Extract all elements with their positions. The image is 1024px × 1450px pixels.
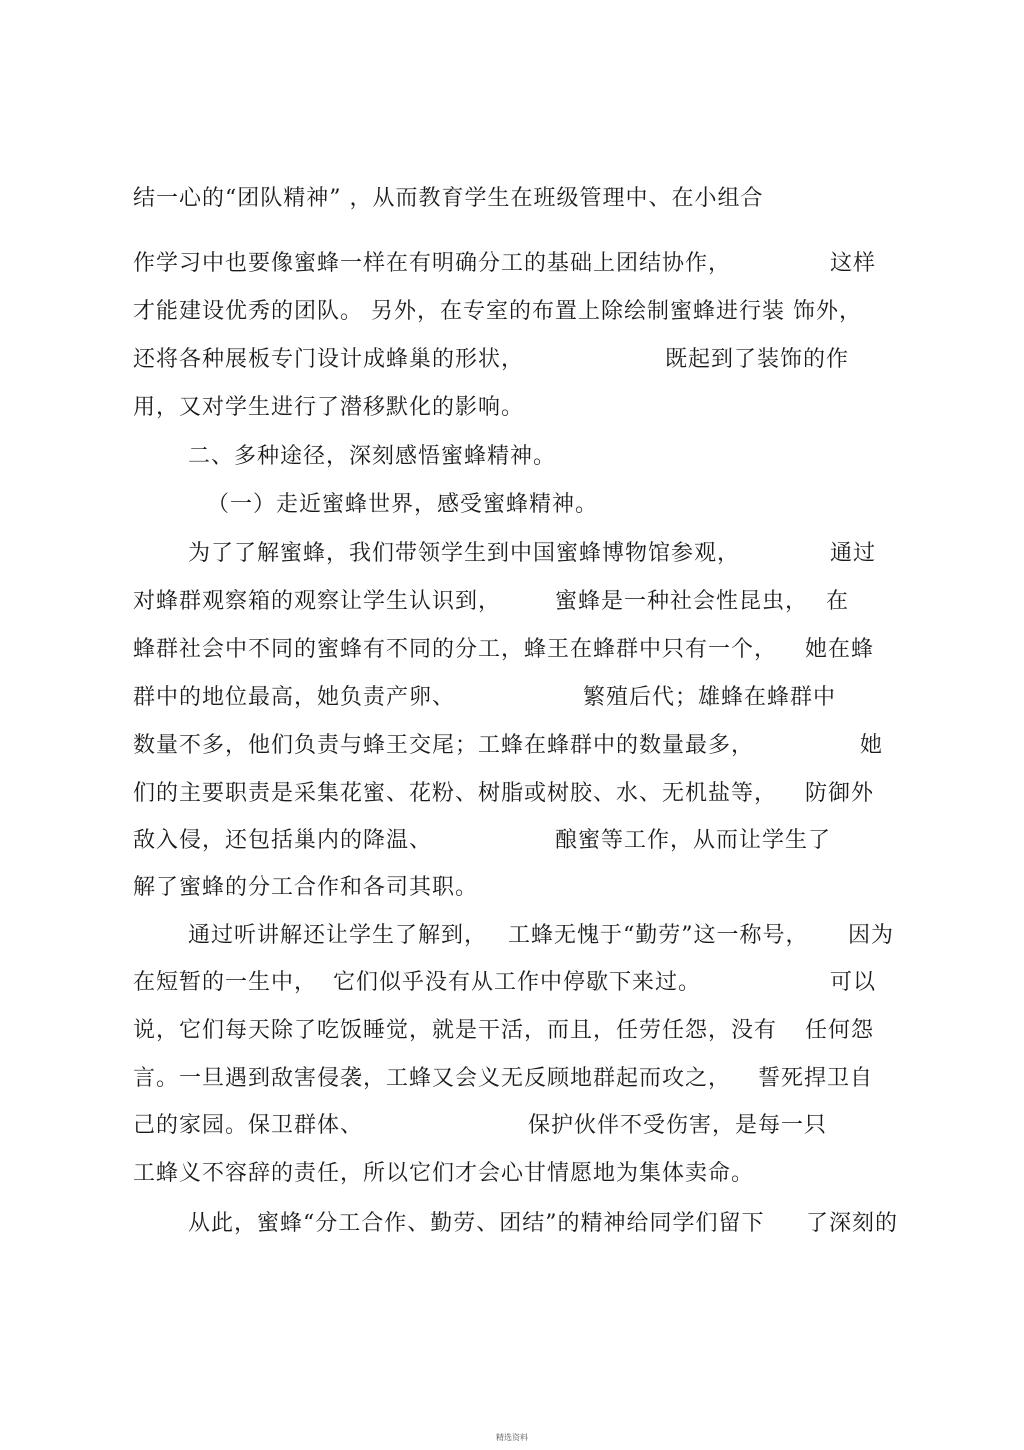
text-line: 保护伙伴不受伤害，是每一只 bbox=[528, 1113, 828, 1138]
text-line: 蜜蜂是一种社会性昆虫， bbox=[555, 589, 809, 614]
text-line: 解了蜜蜂的分工合作和各司其职。 bbox=[133, 875, 479, 900]
text-line: 说，它们每天除了吃饭睡觉，就是干活，而且，任劳任怨，没有 bbox=[133, 1018, 778, 1043]
subsection-heading: （一）走近蜜蜂世界，感受蜜蜂精神。 bbox=[207, 492, 599, 517]
text-line: 己的家园。保卫群体、 bbox=[133, 1113, 364, 1138]
text-line: 既起到了装饰的作 bbox=[665, 347, 850, 372]
text-line: 为了了解蜜蜂，我们带领学生到中国蜜蜂博物馆参观， bbox=[188, 541, 741, 566]
text-line: 酿蜜等工作，从而让学生了 bbox=[555, 828, 832, 853]
text-line: 才能建设优秀的团队。 另外，在专室的布置上除绘制蜜蜂进行装 饰外， bbox=[133, 299, 862, 324]
text-line: 作学习中也要像蜜蜂一样在有明确分工的基础上团结协作， bbox=[133, 251, 732, 276]
text-line: 群中的地位最高，她负责产卵、 bbox=[133, 685, 456, 710]
text-line: 它们似乎没有从工作中停歇下来过。 bbox=[333, 970, 702, 995]
text-line: 从此，蜜蜂“分工合作、勤劳、团结”的精神给同学们留下 bbox=[188, 1211, 765, 1236]
text-line: 通过听讲解还让学生了解到， bbox=[188, 923, 488, 948]
text-line: 言。一旦遇到敌害侵袭，工蜂又会义无反顾地群起而攻之， bbox=[133, 1066, 732, 1091]
text-line: 了深刻的 bbox=[806, 1211, 899, 1236]
text-line: 工蜂无愧于“勤劳”这一称号， bbox=[508, 923, 809, 948]
text-line: 蜂群社会中不同的蜜蜂有不同的分工，蜂王在蜂群中只有一个， bbox=[133, 637, 778, 662]
text-line: 工蜂义不容辞的责任，所以它们才会心甘情愿地为集体卖命。 bbox=[133, 1161, 755, 1186]
text-line: 敌入侵，还包括巢内的降温、 bbox=[133, 828, 433, 853]
text-line: 对蜂群观察箱的观察让学生认识到， bbox=[133, 589, 502, 614]
text-line: 在 bbox=[826, 589, 850, 614]
text-line: 用，又对学生进行了潜移默化的影响。 bbox=[133, 395, 525, 420]
text-line: 繁殖后代；雄蜂在蜂群中 bbox=[583, 685, 837, 710]
text-line: 们的主要职责是采集花蜜、花粉、树脂或树胶、水、无机盐等， bbox=[133, 781, 778, 806]
text-line: 她 bbox=[860, 733, 884, 758]
text-line: 通过 bbox=[830, 541, 877, 566]
text-line: 数量不多，他们负责与蜂王交尾；工蜂在蜂群中的数量最多， bbox=[133, 733, 755, 758]
text-line: 她在蜂 bbox=[805, 637, 875, 662]
text-line: 因为 bbox=[848, 923, 895, 948]
text-line: 还将各种展板专门设计成蜂巢的形状， bbox=[133, 347, 525, 372]
text-line: 结一心的“团队精神” ，从而教育学生在班级管理中、在小组合 bbox=[133, 186, 764, 211]
text-line: 任何怨 bbox=[805, 1018, 875, 1043]
text-line: 这样 bbox=[830, 251, 877, 276]
text-line: 防御外 bbox=[805, 781, 875, 806]
page-footer: 精选资料 bbox=[496, 1433, 528, 1442]
text-line: 在短暂的一生中， bbox=[133, 970, 318, 995]
section-heading: 二、多种途径，深刻感悟蜜蜂精神。 bbox=[188, 444, 557, 469]
text-line: 可以 bbox=[830, 970, 877, 995]
text-line: 誓死捍卫自 bbox=[758, 1066, 874, 1091]
